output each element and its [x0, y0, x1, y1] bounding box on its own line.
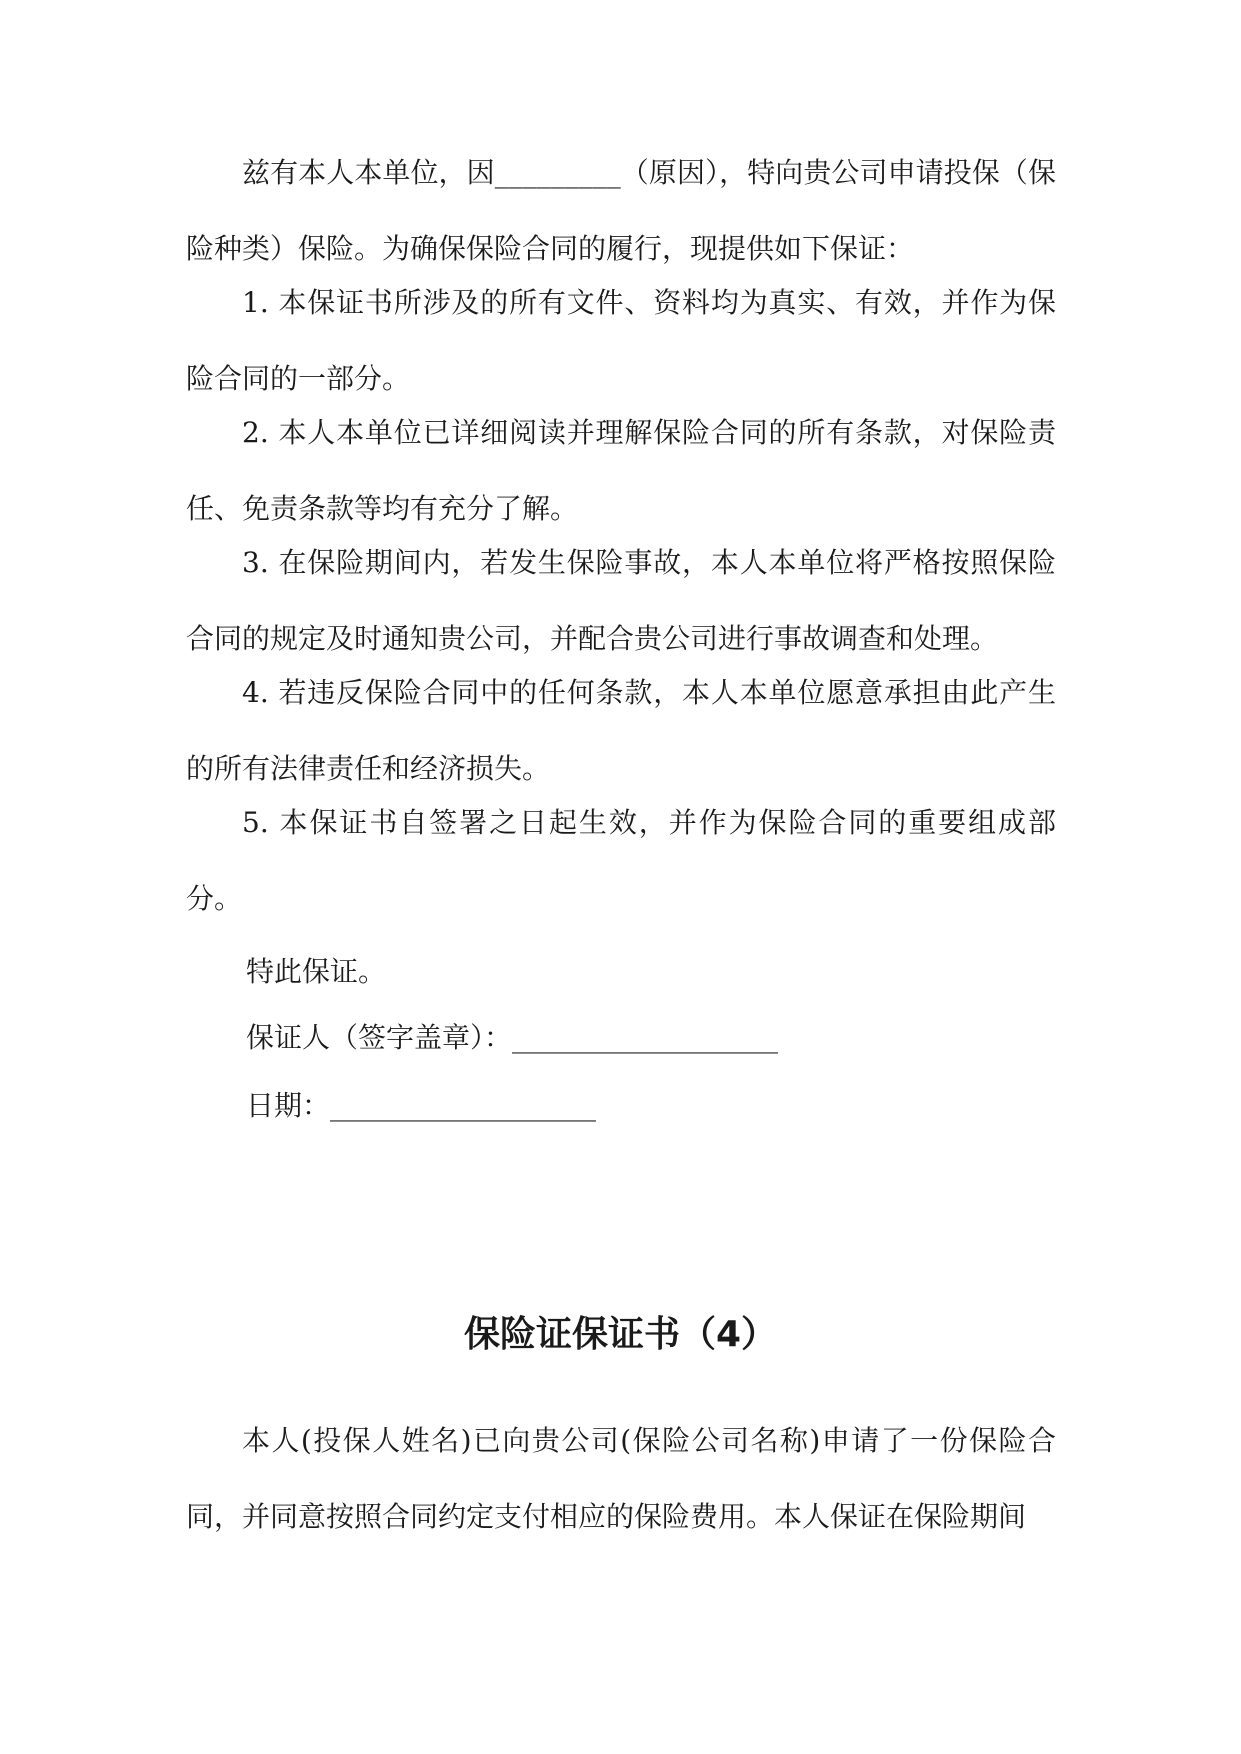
- clause-5: 5. 本保证书自签署之日起生效，并作为保险合同的重要组成部分。: [186, 806, 1056, 915]
- intro-paragraph: 兹有本人本单位，因_________（原因），特向贵公司申请投保（保险种类）保险。为确保保险合同的履行，现提供如下保证：: [186, 156, 1056, 265]
- guarantor-signature-line: 保证人（签字盖章）：___________________: [246, 1021, 779, 1054]
- clause-1: 1. 本保证书所涉及的所有文件、资料均为真实、有效，并作为保险合同的一部分。: [186, 286, 1056, 395]
- clause-4: 4. 若违反保险合同中的任何条款，本人本单位愿意承担由此产生的所有法律责任和经济损失。: [186, 676, 1056, 785]
- clause-3: 3. 在保险期间内，若发生保险事故，本人本单位将严格按照保险合同的规定及时通知贵公司，并配合贵公司进行事故调查和处理。: [186, 546, 1056, 655]
- date-line: 日期：___________________: [246, 1089, 597, 1122]
- section-body-paragraph: 本人(投保人姓名)已向贵公司(保险公司名称)申请了一份保险合同，并同意按照合同约定支付相应的保险费用。本人保证在保险期间: [186, 1424, 1056, 1533]
- section-title: 保险证保证书（4）: [463, 1314, 778, 1355]
- closing-statement: 特此保证。: [246, 955, 387, 988]
- clause-2: 2. 本人本单位已详细阅读并理解保险合同的所有条款，对保险责任、免责条款等均有充分了解。: [186, 416, 1056, 525]
